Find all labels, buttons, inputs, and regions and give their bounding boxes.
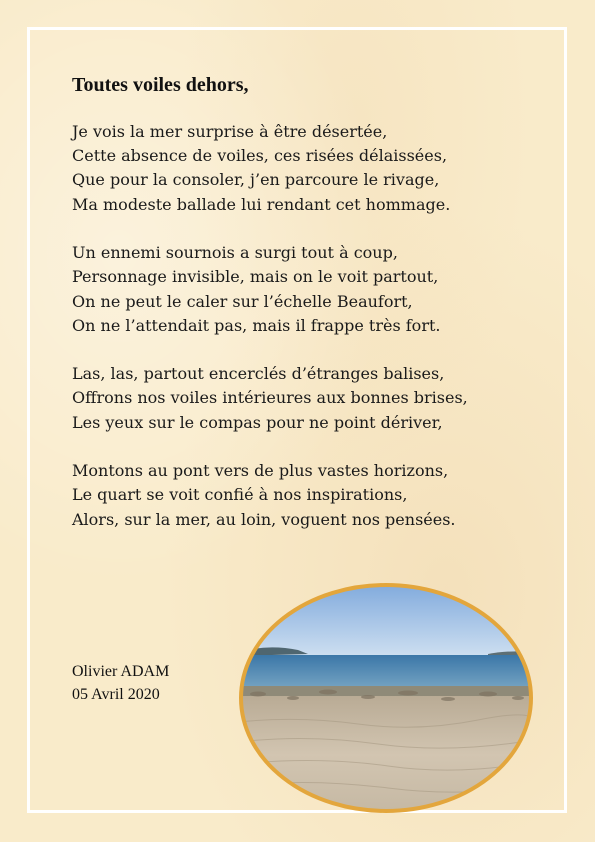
stanza-1 [72,120,552,217]
poem-body [72,120,552,556]
poem-line: Las, las, partout encerclés d’étranges balises, [72,364,445,384]
poem-line: Cette absence de voiles, ces risées délaissées, [72,146,448,166]
poem-date: 05 Avril 2020 [72,686,160,703]
stanza-2 [72,241,552,338]
poem-line: On ne l’attendait pas, mais il frappe très fort. [72,315,441,335]
signature-block [72,660,169,706]
poem-line: Un ennemi sournois a surgi tout à coup, [72,243,398,263]
stanza-3 [72,362,552,435]
poem-line: Que pour la consoler, j’en parcoure le rivage, [72,170,440,190]
poem-line: Alors, sur la mer, au loin, voguent nos pensées. [72,509,456,529]
poem-line: Personnage invisible, mais on le voit partout, [72,267,439,287]
poem-line: Ma modeste ballade lui rendant cet hommage. [72,194,451,214]
sea [238,655,534,691]
author-name: Olivier ADAM [72,663,170,680]
poem-line: Les yeux sur le compas pour ne point dériver, [72,412,443,432]
poem-line: Montons au pont vers de plus vastes horizons, [72,461,449,481]
poem-line: Je vois la mer surprise à être désertée, [72,122,388,141]
poem-line: On ne peut le caler sur l’échelle Beaufort, [72,291,413,311]
poem-title: Toutes voiles dehors, [72,74,249,96]
poem-line: Offrons nos voiles intérieures aux bonnes brises, [72,388,468,408]
sand [238,696,534,814]
poem-line: Le quart se voit confié à nos inspirations, [72,485,408,505]
beach-photo [238,582,534,814]
stanza-4 [72,459,552,532]
